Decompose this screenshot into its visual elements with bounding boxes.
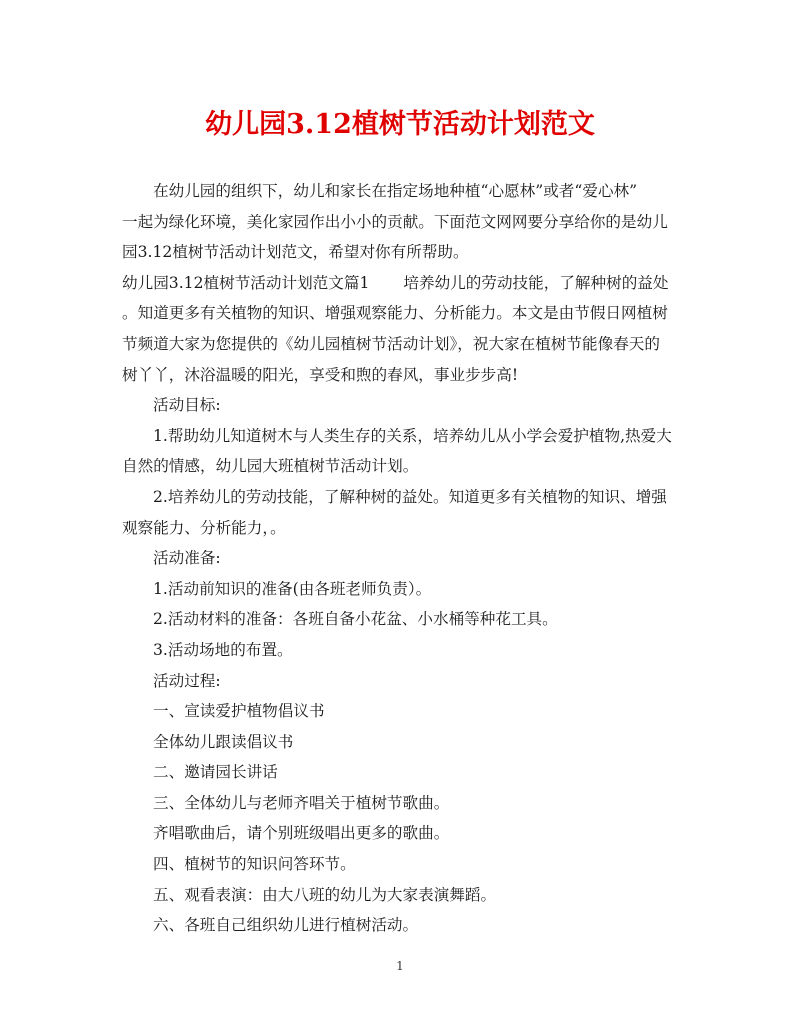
page-number: 1 bbox=[396, 959, 404, 973]
intro-line-3: 园3.12植树节活动计划范文，希望对你有所帮助。 bbox=[122, 243, 469, 262]
article-heading: 幼儿园3.12植树节活动计划范文篇1 bbox=[122, 273, 370, 292]
process-item: 一、宣读爱护植物倡议书 bbox=[153, 702, 325, 721]
goal-2-line-1: 2.培养幼儿的劳动技能，了解种树的益处。知道更多有关植物的知识、增强 bbox=[153, 487, 667, 506]
prep-heading: 活动准备: bbox=[153, 549, 221, 568]
article-line-2: 。知道更多有关植物的知识、增强观察能力、分析能力。本文是由节假日网植树 bbox=[122, 304, 668, 323]
goal-1-line-2: 自然的情感，幼儿园大班植树节活动计划。 bbox=[122, 457, 419, 476]
prep-item: 3.活动场地的布置。 bbox=[153, 640, 293, 659]
document-body bbox=[122, 176, 682, 941]
intro-line-1: 在幼儿园的组织下，幼儿和家长在指定场地种植“心愿林”或者“爱心林” bbox=[153, 182, 638, 200]
process-item: 二、邀请园长讲话 bbox=[153, 763, 278, 782]
prep-item: 1.活动前知识的准备(由各班老师负责）。 bbox=[153, 579, 432, 598]
goals-heading: 活动目标: bbox=[153, 396, 221, 415]
article-line-4: 树丫丫，沐浴温暖的阳光，享受和煦的春风，事业步步高! bbox=[122, 365, 519, 384]
process-heading: 活动过程: bbox=[153, 671, 221, 690]
document-title: 幼儿园3.12植树节活动计划范文 bbox=[205, 109, 595, 140]
process-item: 全体幼儿跟读倡议书 bbox=[153, 732, 294, 751]
process-item: 五、观看表演：由大八班的幼儿为大家表演舞蹈。 bbox=[153, 885, 497, 904]
process-item: 齐唱歌曲后，请个别班级唱出更多的歌曲。 bbox=[153, 824, 450, 843]
intro-line-2: 一起为绿化环境，美化家园作出小小的贡献。下面范文网网要分享给你的是幼儿 bbox=[122, 212, 668, 231]
process-item: 三、全体幼儿与老师齐唱关于植树节歌曲。 bbox=[153, 793, 450, 812]
article-heading-line bbox=[122, 268, 682, 299]
process-item: 六、各班自己组织幼儿进行植树活动。 bbox=[153, 916, 419, 935]
article-line-3: 节频道大家为您提供的《幼儿园植树节活动计划》，祝大家在植树节能像春天的 bbox=[122, 334, 660, 353]
goal-1-line-1: 1.帮助幼儿知道树木与人类生存的关系，培养幼儿从小学会爱护植物,热爱大 bbox=[153, 426, 672, 445]
prep-item: 2.活动材料的准备：各班自备小花盆、小水桶等种花工具。 bbox=[153, 610, 558, 629]
goal-2-line-2: 观察能力、分析能力，。 bbox=[122, 518, 286, 537]
article-line-1: 培养幼儿的劳动技能，了解种树的益处 bbox=[403, 273, 669, 292]
process-item: 四、植树节的知识问答环节。 bbox=[153, 855, 356, 874]
